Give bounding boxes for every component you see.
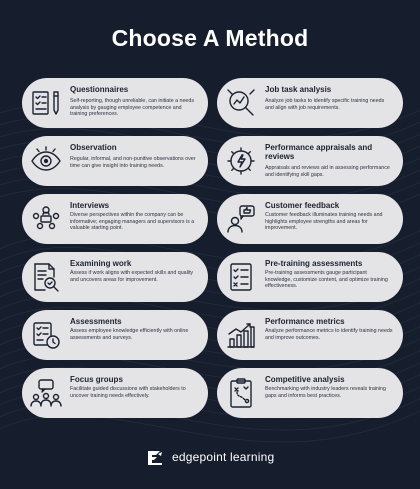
method-title: Interviews	[70, 201, 110, 210]
method-description: Analyze job tasks to identify specific training needs and align with job requirements.	[265, 98, 385, 111]
method-title: Questionnaires	[70, 85, 129, 94]
eye-icon	[28, 143, 64, 179]
method-card-job-task-analysis	[217, 78, 403, 128]
method-card-customer-feedback	[217, 194, 403, 244]
method-card-competitive-analysis	[217, 368, 403, 418]
growth-chart-icon	[223, 317, 259, 353]
method-title: Observation	[70, 143, 117, 152]
checklist-icon	[223, 259, 259, 295]
method-title: Performance metrics	[265, 317, 345, 326]
method-card-assessments	[22, 310, 208, 360]
method-title: Performance appraisals and reviews	[265, 143, 373, 161]
method-description: Analyze performance metrics to identify training needs and improve outcomes.	[265, 328, 393, 341]
method-description: Appraisals and reviews aid in assessing performance and identifying skill gaps.	[265, 165, 390, 178]
method-description: Benchmarking with industry leaders reveals training gaps and informs best practices.	[265, 386, 387, 399]
gear-lightning-icon	[223, 143, 259, 179]
person-thumbs-up-icon	[223, 201, 259, 237]
method-description: Diverse perspectives within the company can be informative; engaging managers and supervisors is a valuable starting point.	[70, 212, 195, 232]
method-card-focus-groups	[22, 368, 208, 418]
method-description: Regular, informal, and non-punitive observations over time can give insight into training needs.	[70, 156, 196, 169]
method-description: Pre-training assessments gauge participant knowledge, customize content, and optimize training effectiveness.	[265, 270, 388, 290]
method-card-examining-work	[22, 252, 208, 302]
pencil-checklist-icon	[28, 85, 64, 121]
footer	[0, 446, 420, 470]
group-chat-icon	[28, 375, 64, 411]
method-description: Self-reporting, though unreliable, can initiate a needs analysis by gauging employee competence and training preferences.	[70, 98, 194, 118]
method-card-pre-training-assessments	[217, 252, 403, 302]
checklist-clock-icon	[28, 317, 64, 353]
edgepoint-logo-icon	[145, 448, 165, 468]
brand-name: edgepoint learning	[172, 450, 275, 464]
method-card-observation	[22, 136, 208, 186]
method-card-questionnaires	[22, 78, 208, 128]
method-card-performance-appraisals	[217, 136, 403, 186]
method-description: Assess if work aligns with expected skills and quality and uncovers areas for improvement.	[70, 270, 194, 283]
document-magnifier-icon	[28, 259, 64, 295]
page-title: Choose A Method	[111, 25, 309, 51]
method-card-performance-metrics	[217, 310, 403, 360]
method-title: Pre-training assessments	[265, 259, 363, 268]
method-description: Customer feedback illuminates training needs and highlights employee strengths and areas for improvement.	[265, 212, 383, 232]
method-title: Focus groups	[70, 375, 123, 384]
method-card-interviews	[22, 194, 208, 244]
magnifier-chart-icon	[223, 85, 259, 121]
strategy-clipboard-icon	[223, 375, 259, 411]
method-title: Customer feedback	[265, 201, 340, 210]
method-title: Assessments	[70, 317, 122, 326]
method-title: Job task analysis	[265, 85, 332, 94]
method-title: Competitive analysis	[265, 375, 345, 384]
people-meeting-icon	[28, 201, 64, 237]
method-description: Assess employee knowledge efficiently with online assessments and surveys.	[70, 328, 189, 341]
method-title: Examining work	[70, 259, 132, 268]
method-description: Facilitate guided discussions with stakeholders to uncover training needs effectively.	[70, 386, 186, 399]
